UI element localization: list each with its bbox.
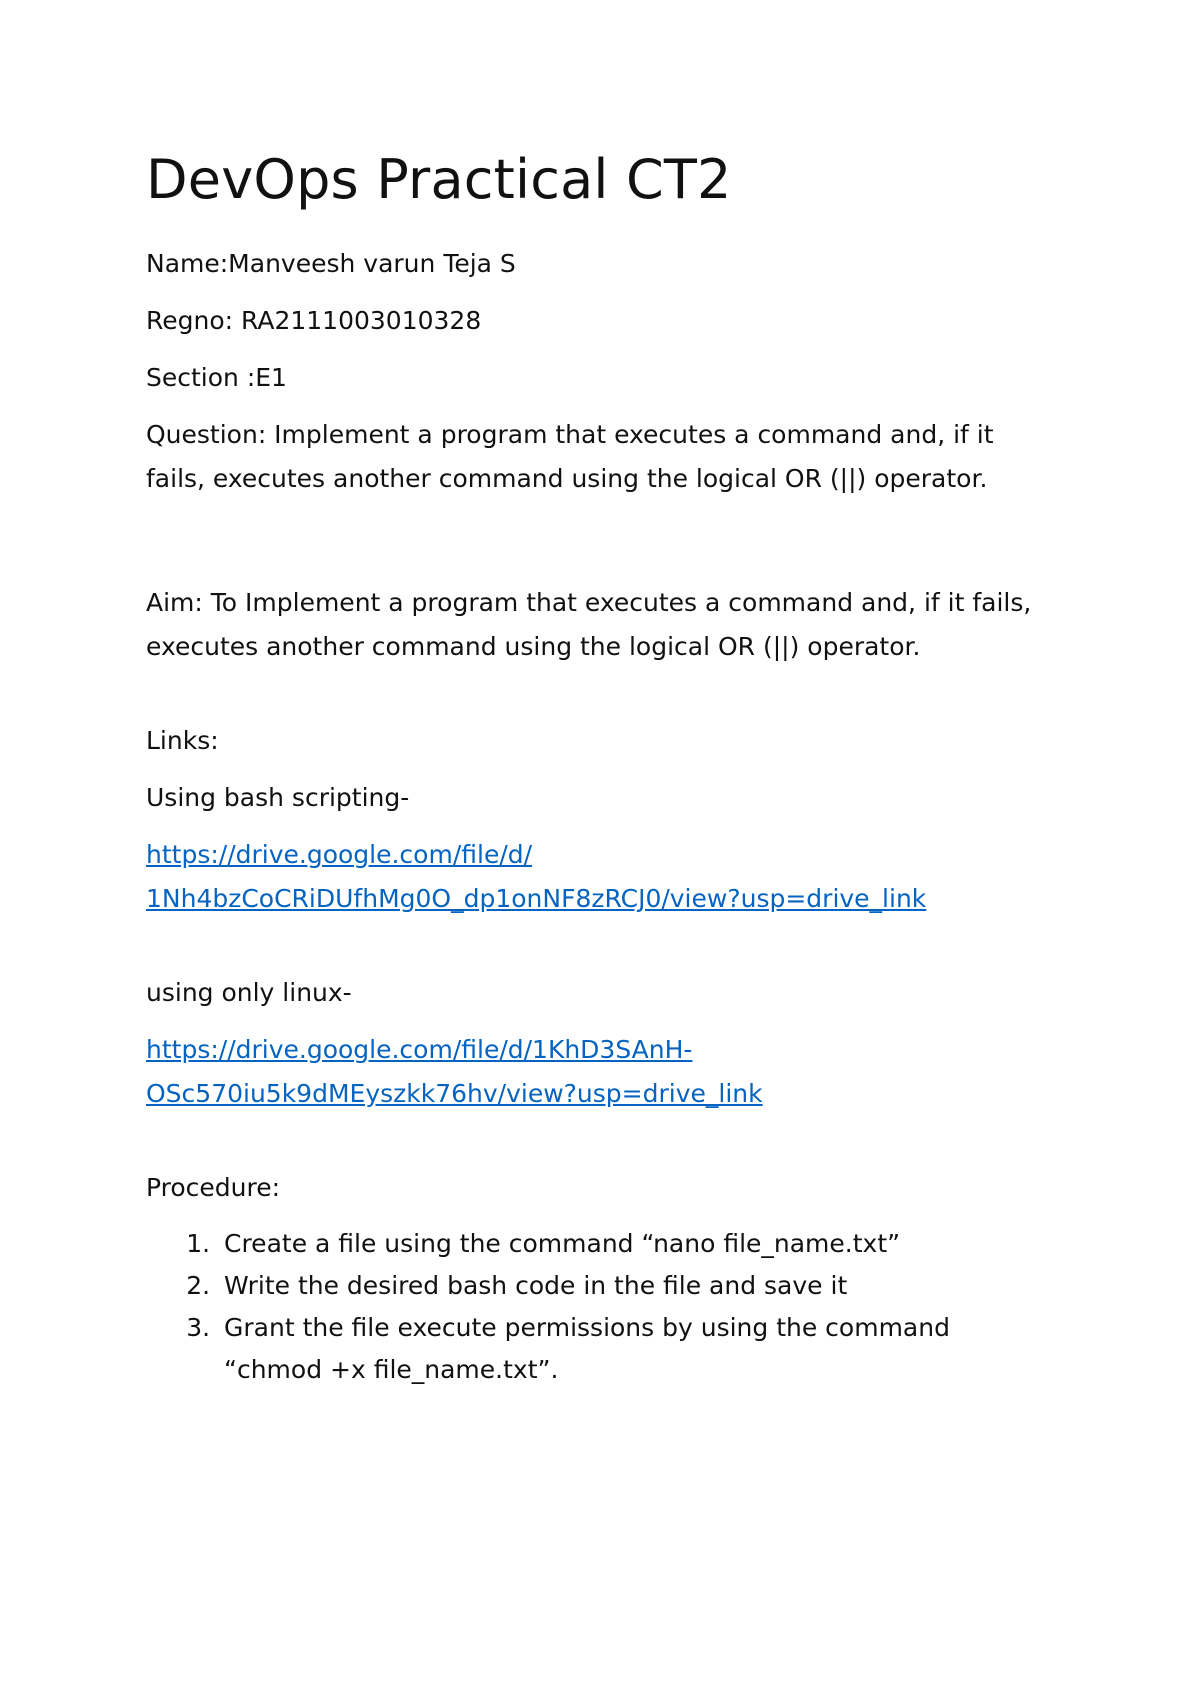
procedure-step: 2. Write the desired bash code in the file and save it xyxy=(218,1265,1046,1307)
document-title: DevOps Practical CT2 xyxy=(146,148,732,211)
bash-scripting-label: Using bash scripting- xyxy=(146,783,410,812)
bash-link-line-2[interactable]: 1Nh4bzCoCRiDUfhMg0O_dp1onNF8zRCJ0/view?usp=drive_link xyxy=(146,884,927,913)
links-heading: Links: xyxy=(146,726,219,755)
procedure-heading: Procedure: xyxy=(146,1173,281,1202)
question-text: Question: Implement a program that executes a command and, if it fails, executes another command using the logical OR (||) operator. xyxy=(146,420,994,493)
bash-link[interactable] xyxy=(146,833,1046,921)
registration-number: Regno: RA2111003010328 xyxy=(146,306,482,335)
linux-link-line-2[interactable]: OSc570iu5k9dMEyszkk76hv/view?usp=drive_link xyxy=(146,1079,763,1108)
student-name: Name:Manveesh varun Teja S xyxy=(146,249,516,278)
section: Section :E1 xyxy=(146,363,287,392)
linux-link-line-1[interactable]: https://drive.google.com/file/d/1KhD3SAnH- xyxy=(146,1035,693,1064)
procedure-list xyxy=(146,1223,1046,1391)
bash-link-line-1[interactable]: https://drive.google.com/file/d/ xyxy=(146,840,533,869)
linux-label: using only linux- xyxy=(146,978,352,1007)
linux-link[interactable] xyxy=(146,1028,1046,1116)
document-content xyxy=(146,148,1046,1391)
procedure-step: 1. Create a file using the command “nano file_name.txt” xyxy=(218,1223,1046,1265)
aim-text: Aim: To Implement a program that executes a command and, if it fails, executes another command using the logical OR (||) operator. xyxy=(146,588,1032,661)
procedure-step: 3. Grant the file execute permissions by using the command “chmod +x file_name.txt”. xyxy=(218,1307,1046,1391)
